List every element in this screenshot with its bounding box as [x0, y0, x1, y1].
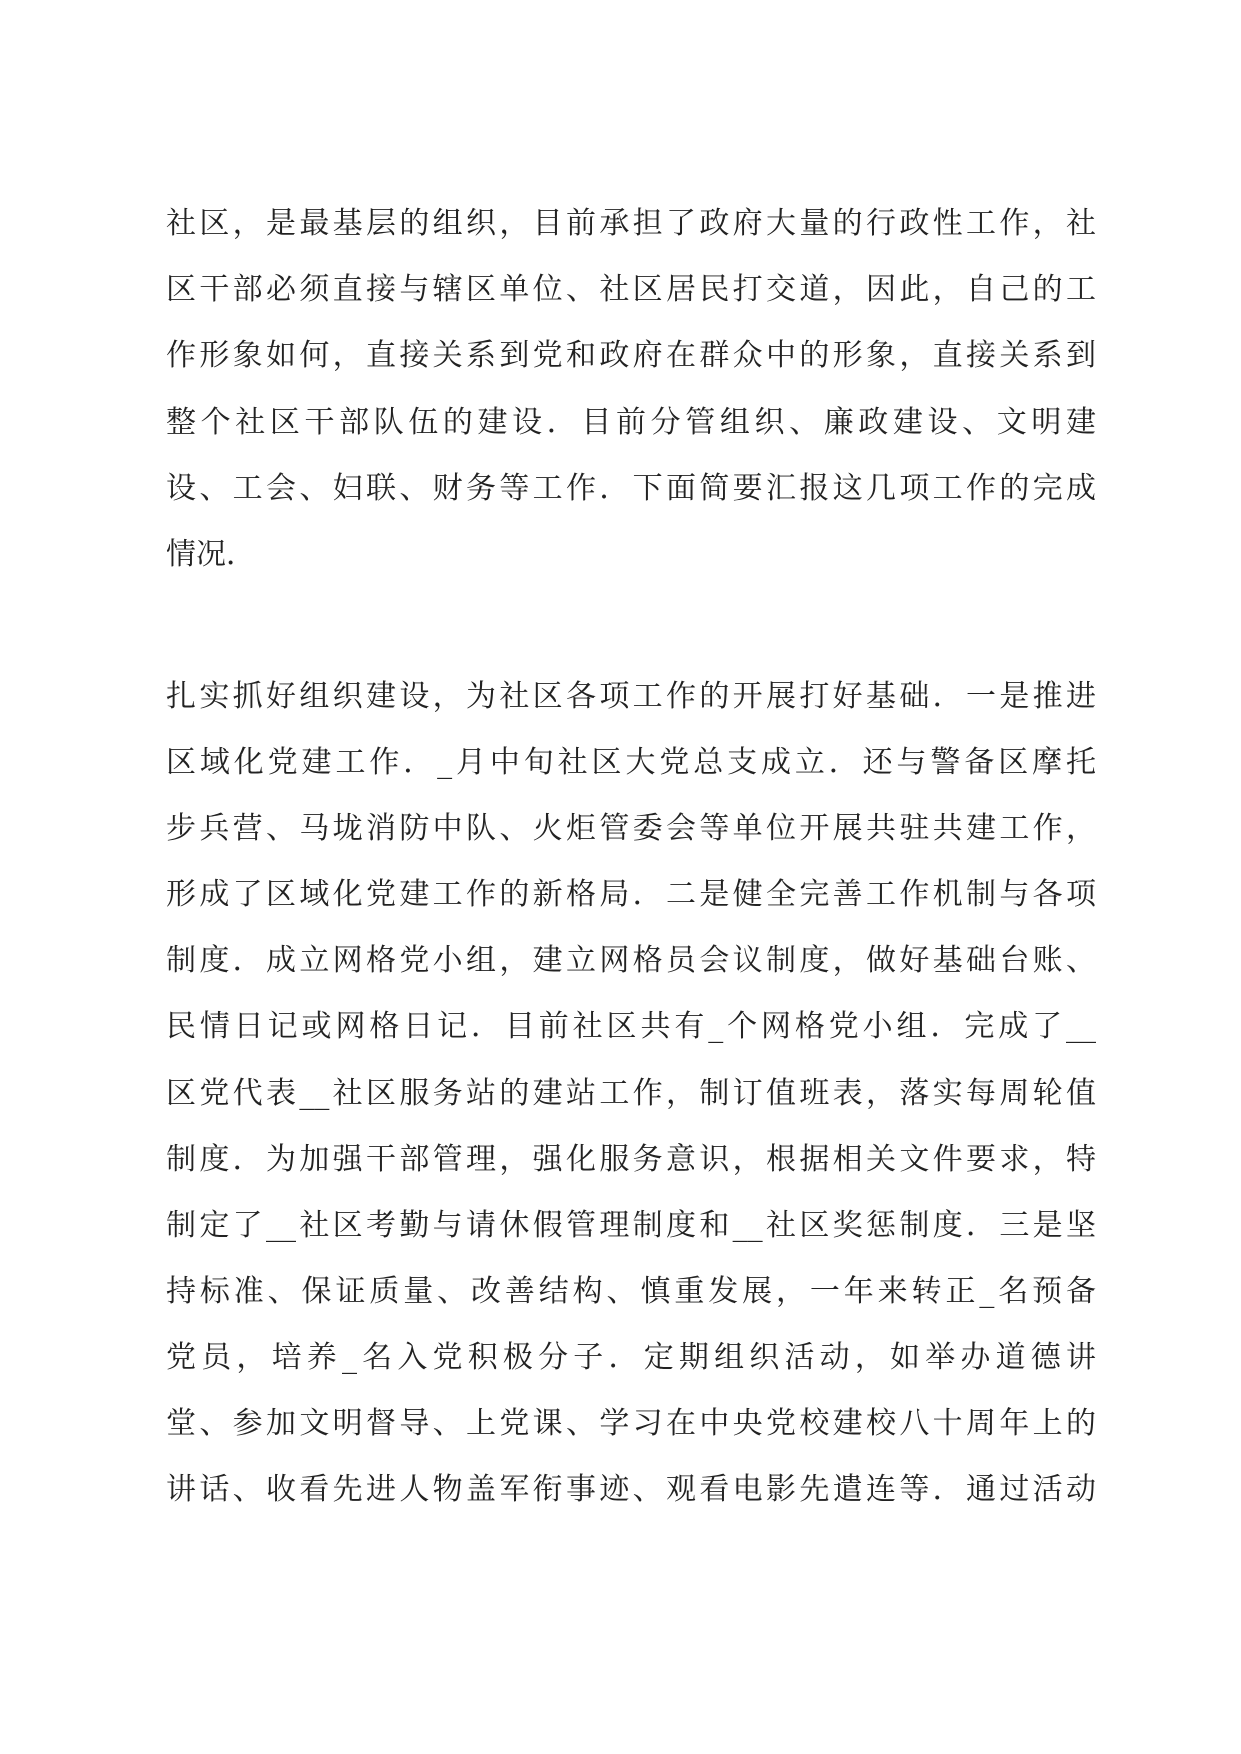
paragraph-2-line-3: 步兵营、马垅消防中队、火炬管委会等单位开展共驻共建工作， — [166, 811, 1096, 846]
paragraph-2-line-2: 区域化党建工作．_月中旬社区大党总支成立．还与警备区摩托 — [166, 745, 1096, 780]
paragraph-2-line-7: 区党代表__社区服务站的建站工作，制订值班表，落实每周轮值 — [166, 1076, 1096, 1111]
paragraph-2-line-13: 讲话、收看先进人物盖军衔事迹、观看电影先遣连等．通过活动 — [166, 1472, 1096, 1507]
paragraph-1-line-5: 设、工会、妇联、财务等工作．下面简要汇报这几项工作的完成 — [166, 471, 1096, 506]
paragraph-2-line-10: 持标准、保证质量、改善结构、慎重发展，一年来转正_名预备 — [166, 1274, 1096, 1309]
paragraph-2-line-5: 制度．成立网格党小组，建立网格员会议制度，做好基础台账、 — [166, 943, 1096, 978]
paragraph-2-line-9: 制定了__社区考勤与请休假管理制度和__社区奖惩制度．三是坚 — [166, 1208, 1096, 1243]
paragraph-2-line-11: 党员，培养_名入党积极分子．定期组织活动，如举办道德讲 — [166, 1340, 1096, 1375]
paragraph-2-line-8: 制度．为加强干部管理，强化服务意识，根据相关文件要求，特 — [166, 1142, 1096, 1177]
paragraph-1-line-4: 整个社区干部队伍的建设．目前分管组织、廉政建设、文明建 — [166, 405, 1096, 440]
paragraph-2-line-4: 形成了区域化党建工作的新格局．二是健全完善工作机制与各项 — [166, 877, 1096, 912]
paragraph-2-line-6: 民情日记或网格日记．目前社区共有_个网格党小组．完成了__ — [166, 1009, 1096, 1044]
paragraph-2-line-12: 堂、参加文明督导、上党课、学习在中央党校建校八十周年上的 — [166, 1406, 1096, 1441]
paragraph-1-line-6: 情况． — [166, 537, 256, 572]
paragraph-1-line-1: 社区，是最基层的组织，目前承担了政府大量的行政性工作，社 — [166, 206, 1096, 241]
paragraph-1-line-2: 区干部必须直接与辖区单位、社区居民打交道，因此，自己的工 — [166, 272, 1096, 307]
paragraph-2-line-1: 扎实抓好组织建设，为社区各项工作的开展打好基础．一是推进 — [166, 679, 1096, 714]
paragraph-1-line-3: 作形象如何，直接关系到党和政府在群众中的形象，直接关系到 — [166, 338, 1096, 373]
